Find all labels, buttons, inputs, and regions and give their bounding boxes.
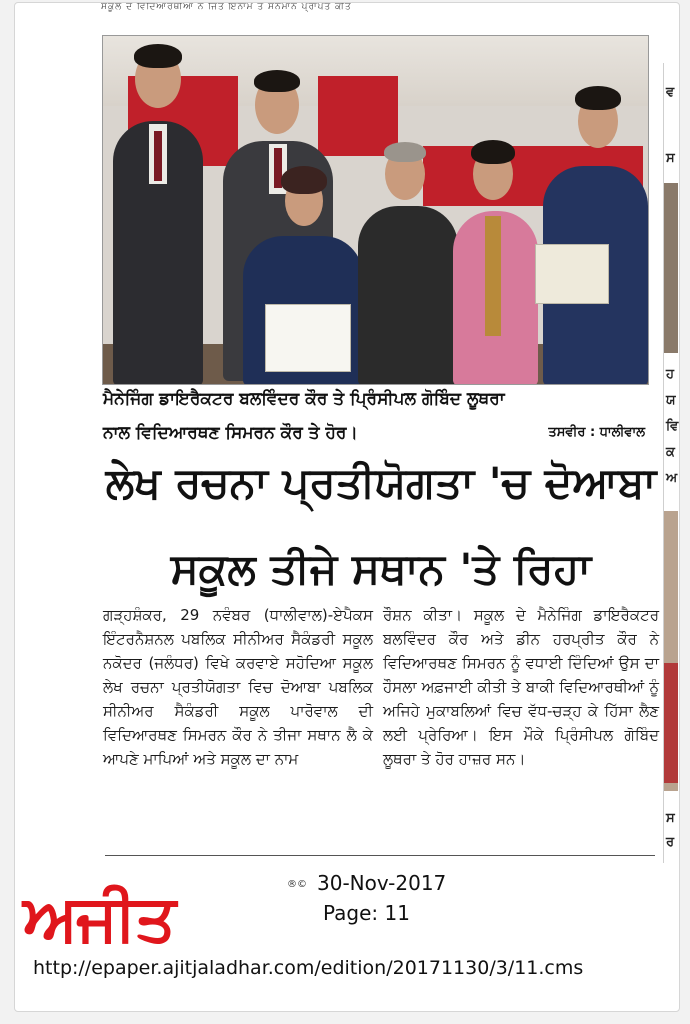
photo-red-backdrop: [318, 76, 398, 156]
adjacent-char: ਹ: [666, 367, 674, 382]
adjacent-char: ਰ: [666, 835, 675, 850]
hair: [384, 142, 426, 162]
headline-line-2: ਸਕੂਲ ਤੀਜੇ ਸਥਾਨ 'ਤੇ ਰਿਹਾ: [170, 544, 592, 593]
adjacent-char: ਵ: [666, 85, 675, 100]
divider-rule: [105, 855, 655, 856]
source-url: http://epaper.ajitjaladhar.com/edition/20171130/3/11.cms: [33, 957, 584, 979]
article-column-2: ਰੌਸ਼ਨ ਕੀਤਾ। ਸਕੂਲ ਦੇ ਮੈਨੇਜਿੰਗ ਡਾਇਰੈਕਟਰ ਬਲਵਿੰਦਰ ਕੌਰ ਅਤੇ ਡੀਨ ਹਰਪ੍ਰੀਤ ਕੌਰ ਨੇ ਵਿਦਿਆਰਥਣ ਸਿਮਰਨ ਨੂੰ ਵਧਾਈ ਦਿੰਦਿਆਂ ਉਸ ਦਾ ਹੌਸਲਾ ਅਫ਼ਜਾਈ ਕੀਤੀ ਤੇ ਬਾਕੀ ਵਿਦਿਆਰਥੀਆਂ ਨੂੰ ਅਜਿਹੇ ਮੁਕਾਬਲਿਆਂ ਵਿਚ ਵੱਧ-ਚੜ੍ਹ ਕੇ ਹਿੱਸਾ ਲੈਣ ਲਈ ਪ੍ਰੇਰਿਆ। ਇਸ ਮੌਕੇ ਪ੍ਰਿੰਸੀਪਲ ਗੋਬਿੰਦ ਲੂਥਰਾ ਤੇ ਹੋਰ ਹਾਜ਼ਰ ਸਨ।: [383, 606, 659, 768]
caption-line-1: ਮੈਨੇਜਿੰਗ ਡਾਇਰੈਕਟਰ ਬਲਵਿੰਦਰ ਕੌਰ ਤੇ ਪ੍ਰਿੰਸੀਪਲ ਗੋਬਿੰਦ ਲੂਥਰਾ: [103, 389, 505, 409]
hair: [575, 86, 621, 110]
certificate: [535, 244, 609, 304]
hair: [254, 70, 300, 92]
adjacent-char: ਕ: [666, 445, 675, 460]
certificate: [265, 304, 351, 372]
headline-line-1: ਲੇਖ ਰਚਨਾ ਪ੍ਰਤੀਯੋਗਤਾ 'ਚ ਦੋਆਬਾ: [105, 458, 657, 507]
adjacent-char: ਵਿ: [666, 419, 679, 434]
cut-off-text-fragment: ਸਕੂਲ ਦੇ ਵਿਦਿਆਰਥੀਆਂ ਨੇ ਜਿੱਤੇ ਇਨਾਮ ਤੇ ਸਨਮਾਨ ਪ੍ਰਾਪਤ ਕੀਤੇ: [101, 3, 352, 12]
hair: [471, 140, 515, 164]
adjacent-char: ਯ: [666, 393, 676, 408]
person-elderly-woman: [358, 206, 458, 385]
caption-line-2: ਨਾਲ ਵਿਦਿਆਰਥਣ ਸਿਮਰਨ ਕੌਰ ਤੇ ਹੋਰ।: [103, 423, 358, 443]
article-column-1: ਗੜ੍ਹਸ਼ੰਕਰ, 29 ਨਵੰਬਰ (ਧਾਲੀਵਾਲ)-ਏਪੈਕਸ ਇੰਟਰਨੈਸ਼ਨਲ ਪਬਲਿਕ ਸੀਨੀਅਰ ਸੈਕੰਡਰੀ ਸਕੂਲ ਨਕੋਦਰ (ਜਲੰਧਰ) ਵਿਖੇ ਕਰਵਾਏ ਸਹੋਦਿਆ ਸਕੂਲ ਲੇਖ ਰਚਨਾ ਪ੍ਰਤੀਯੋਗਤਾ ਵਿਚ ਦੋਆਬਾ ਪਬਲਿਕ ਸੀਨੀਅਰ ਸੈਕੰਡਰੀ ਸਕੂਲ ਪਾਰੋਵਾਲ ਦੀ ਵਿਦਿਆਰਥਣ ਸਿਮਰਨ ਕੌਰ ਨੇ ਤੀਜਾ ਸਥਾਨ ਲੈ ਕੇ ਆਪਣੇ ਮਾਪਿਆਂ ਅਤੇ ਸਕੂਲ ਦਾ ਨਾਮ: [103, 606, 373, 768]
adjacent-char: ਸ: [666, 811, 675, 826]
photo-credit: ਤਸਵੀਰ : ਧਾਲੀਵਾਲ: [548, 425, 645, 440]
hair: [134, 44, 182, 68]
news-photo: [102, 35, 649, 385]
edition-date: 30-Nov-2017: [317, 871, 447, 895]
adjacent-photo: [664, 183, 678, 353]
scarf: [485, 216, 501, 336]
adjacent-article-strip: [663, 63, 680, 863]
page-number: Page: 11: [323, 901, 410, 925]
adjacent-red-block: [664, 663, 678, 783]
newspaper-clipping: [14, 2, 680, 1012]
tie: [154, 131, 162, 181]
adjacent-char: ਸ: [666, 151, 675, 166]
registered-mark: ®©: [287, 879, 307, 890]
hair: [281, 166, 327, 194]
adjacent-char: ਅ: [666, 471, 678, 486]
ajit-logo: ਅਜੀਤ: [23, 882, 175, 956]
